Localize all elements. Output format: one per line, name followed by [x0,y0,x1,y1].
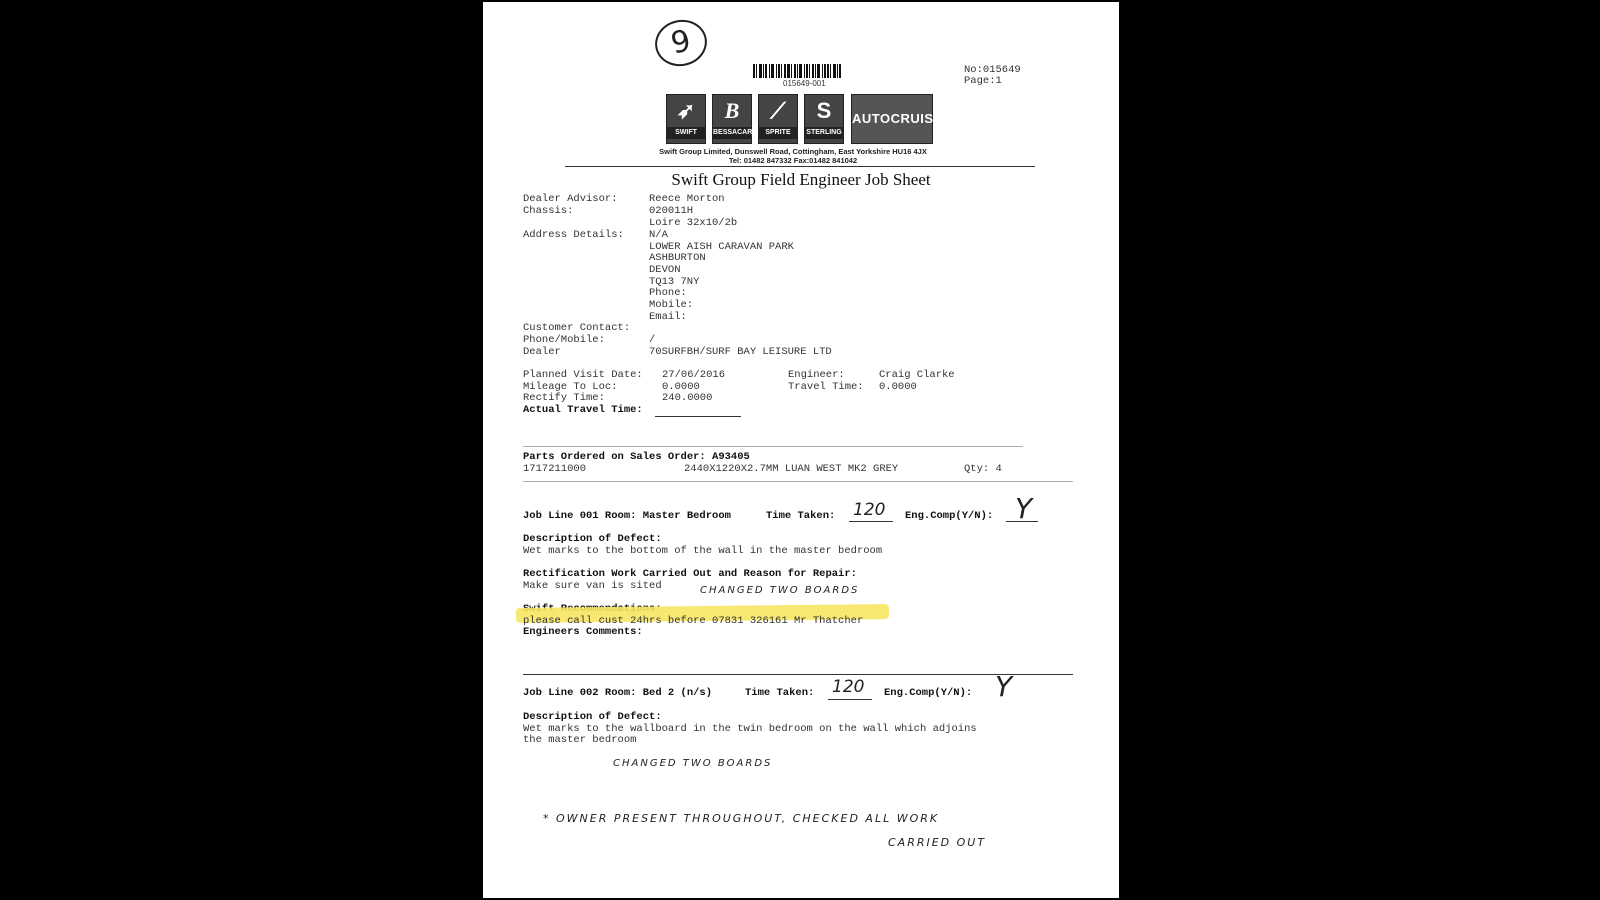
job-line-1-comments-label: Engineers Comments: [523,626,643,638]
handwritten-footer-note-line-2: CARRIED OUT [888,836,987,849]
address-line: ASHBURTON [649,252,706,264]
job-line-2-defect-label: Description of Defect: [523,711,662,723]
chassis-label: Chassis: [523,205,574,217]
parts-divider [523,446,1023,447]
job-line-1-comp-label: Eng.Comp(Y/N): [905,510,994,522]
part-description: 2440X1220X2.7MM LUAN WEST MK2 GREY [684,463,899,475]
phone-mobile-value: / [649,334,656,346]
chassis-value: 020011H [649,205,694,217]
job-line-2-header: Job Line 002 Room: Bed 2 (n/s) [523,687,713,699]
mobile-label: Mobile: [649,299,694,311]
customer-contact-label: Customer Contact: [523,322,631,334]
job-line-2-time-handwritten: 120 [832,677,865,697]
engineer-value: Craig Clarke [879,369,955,381]
barcode [753,64,861,78]
address-line: DEVON [649,264,681,276]
dealer-value: 70SURFBH/SURF BAY LEISURE LTD [649,346,832,358]
job-line-1-rectification-label: Rectification Work Carried Out and Reason for Repair: [523,568,857,580]
swift-logo: ➶ SWIFT [666,94,706,144]
header-divider [565,166,1035,167]
job-line-2-defect-line-1: Wet marks to the wallboard in the twin bedroom on the wall which adjoins [523,723,977,735]
address-line: TQ13 7NY [649,276,700,288]
address-label: Address Details: [523,229,624,241]
page-number: Page:1 [964,75,1002,87]
autocruise-logo: AUTOCRUISE [851,94,933,144]
phone-mobile-label: Phone/Mobile: [523,334,605,346]
circled-page-number: 9 [651,15,711,71]
part-number: 1717211000 [523,463,587,475]
parts-bottom-divider [523,481,1073,482]
mileage-label: Mileage To Loc: [523,381,618,393]
job-line-2-comp-label: Eng.Comp(Y/N): [884,687,973,699]
handwritten-footer-note-line-1: * OWNER PRESENT THROUGHOUT, CHECKED ALL WORK [543,812,940,825]
dealer-advisor-value: Reece Morton [649,193,725,205]
job-line-1-recommendation: please call cust 24hrs before 07831 326161 Mr Thatcher [523,615,864,627]
job-line-2-time-label: Time Taken: [745,687,815,699]
barcode-number: 015649-001 [783,79,826,88]
address-line: LOWER AISH CARAVAN PARK [649,241,794,253]
model-value: Loire 32x10/2b [649,217,738,229]
job-line-divider [523,674,1073,675]
job-line-1-comp-blank [1006,521,1038,522]
dealer-advisor-label: Dealer Advisor: [523,193,618,205]
job-line-1-rectification: Make sure van is sited [523,580,662,592]
job-sheet-page [483,2,1119,898]
planned-visit-value: 27/06/2016 [662,369,726,381]
job-line-1-time-handwritten: 120 [853,500,886,520]
dealer-label: Dealer [523,346,561,358]
job-line-2-time-blank [828,699,872,700]
job-line-1-comp-handwritten: Y [1015,492,1033,525]
sprite-logo: ⟋ SPRITE [758,94,798,144]
sterling-logo: S STERLING [804,94,844,144]
job-line-2-comp-handwritten: Y [995,670,1013,703]
phone-label: Phone: [649,287,687,299]
job-line-2-defect-line-2: the master bedroom [523,734,637,746]
planned-visit-label: Planned Visit Date: [523,369,643,381]
parts-heading: Parts Ordered on Sales Order: A93405 [523,451,750,463]
job-line-1-time-blank [849,521,893,522]
email-label: Email: [649,311,687,323]
job-line-1-header: Job Line 001 Room: Master Bedroom [523,510,731,522]
travel-time-label: Travel Time: [788,381,864,393]
actual-travel-time-label: Actual Travel Time: [523,404,643,416]
travel-time-value: 0.0000 [879,381,917,393]
job-line-1-defect-label: Description of Defect: [523,533,662,545]
rectify-time-value: 240.0000 [662,392,713,404]
job-line-1-defect: Wet marks to the bottom of the wall in the master bedroom [523,545,883,557]
mileage-value: 0.0000 [662,381,700,393]
job-line-1-time-label: Time Taken: [766,510,836,522]
job-line-1-handwritten-note: CHANGED TWO BOARDS [700,585,860,596]
engineer-label: Engineer: [788,369,845,381]
company-telephone: Tel: 01482 847332 Fax:01482 841042 [728,156,858,165]
rectify-time-label: Rectify Time: [523,392,605,404]
actual-travel-time-blank [655,416,741,417]
job-line-2-handwritten-note: CHANGED TWO BOARDS [613,758,773,769]
address-line: N/A [649,229,668,241]
company-address: Swift Group Limited, Dunswell Road, Cottingham, East Yorkshire HU16 4JX [659,147,927,156]
part-quantity: Qty: 4 [964,463,1002,475]
bessacarr-logo: B BESSACARR [712,94,752,144]
job-number: No:015649 [964,64,1021,76]
document-title: Swift Group Field Engineer Job Sheet [671,170,931,189]
